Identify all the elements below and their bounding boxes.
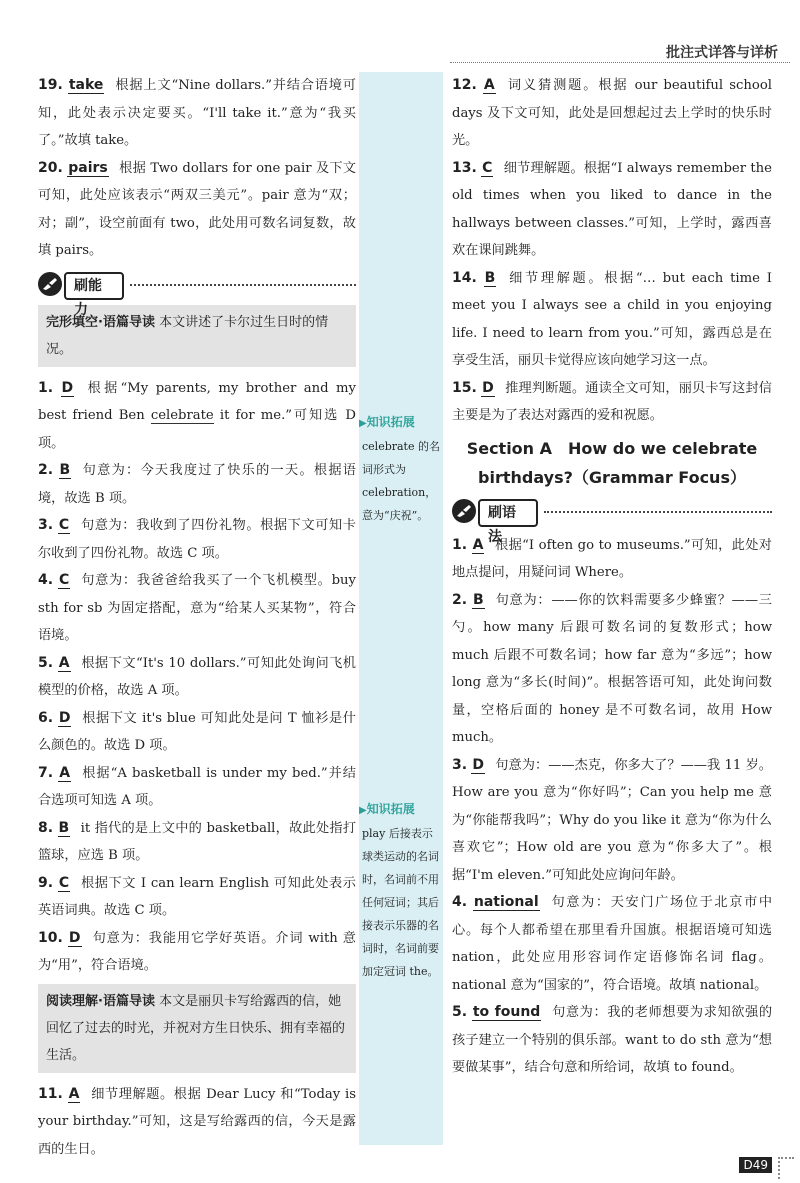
- tip-title: 知识拓展: [366, 415, 415, 429]
- item-answer: pairs: [68, 159, 108, 176]
- item-explanation: 细节理解题。根据“… but each time I meet you I always see a child in you enjoying life. I need to learn from you.”可知，露西总是在享受生活，丽贝卡觉得应该向她学习这一点。: [452, 270, 772, 368]
- section-label: 刷语法: [478, 499, 538, 527]
- answer-item-2: [38, 457, 356, 512]
- page-number: D49: [739, 1157, 772, 1173]
- item-explanation: 句意为：我爸爸给我买了一个飞机模型。buy sth for sb 为固定搭配，意为“给某人买某物”，符合语境。: [38, 573, 356, 643]
- section-nengli: [38, 271, 356, 318]
- answer-item-6: [38, 705, 356, 760]
- answer-item-8: [38, 815, 356, 870]
- item-answer: take: [68, 77, 104, 93]
- item-explanation: 根据“I often go to museums.”可知，此处对地点提问，用疑问词 Where。: [452, 537, 772, 580]
- item-answer: A: [483, 77, 495, 93]
- item-number: 5.: [38, 654, 54, 671]
- item-explanation: 根据下文“It's 10 dollars.”可知此处询问飞机模型的价格，故选 A 项。: [38, 655, 356, 698]
- item-explanation: 根据 Two dollars for one pair 及下文可知，此处应该表示“两双三美元”。pair 意为“双；对；副”，设空前面有 two，此处用可数名词复数，故填 pairs。: [38, 160, 356, 258]
- item-explanation: 句意为：我能用它学好英语。介词 with 意为“用”，符合语境。: [38, 930, 356, 973]
- underlined-word: celebrate: [150, 408, 214, 423]
- item-answer: B: [473, 591, 484, 608]
- item-answer: A: [68, 1085, 80, 1102]
- item-number: 4.: [38, 572, 54, 588]
- item-number: 2.: [452, 591, 468, 608]
- item-answer: D: [58, 709, 71, 726]
- item-answer: D: [61, 379, 74, 396]
- annotation-column: [359, 72, 443, 1145]
- passage-guide-reading: [38, 984, 356, 1073]
- item-explanation: 细节理解题。根据“I always remember the old times when you liked to dance in the hallways between classes.”可知，上学时，露西喜欢在课间跳舞。: [452, 160, 772, 258]
- answer-item-20: [38, 155, 356, 265]
- item-explanation: 根据下文 it's blue 可知此处是问 T 恤衫是什么颜色的。故选 D 项。: [38, 710, 356, 753]
- item-number: 3.: [452, 756, 468, 773]
- item-number: 3.: [38, 517, 54, 533]
- section-yufa: [452, 498, 772, 545]
- answer-item-11: [38, 1081, 356, 1164]
- item-explanation: 句意为：——你的饮料需要多少蜂蜜？——三勺。how many 后跟可数名词的复数形式；how much 后跟不可数名词；how far 意为“多远”；how long 意为“多长(时间)”。根据答语可知，此处询问数量，空格后面的 honey 是不可数名词，故用 How much。: [452, 592, 772, 745]
- knowledge-tip-2: [359, 798, 443, 983]
- section-badge: [452, 499, 538, 545]
- section-badge: [38, 272, 124, 318]
- item-number: 5.: [452, 1004, 468, 1020]
- knowledge-tip-1: [359, 411, 443, 527]
- section-a-line2: birthdays?（Grammar Focus）: [478, 467, 746, 487]
- brush-icon: [38, 272, 62, 296]
- item-answer: C: [58, 572, 70, 588]
- guide-title: 完形填空·语篇导读: [46, 314, 155, 330]
- item-answer: D: [68, 929, 81, 946]
- item-explanation: 根据“A basketball is under my bed.”并结合选项可知选 A 项。: [38, 765, 356, 808]
- header-rule: [450, 62, 790, 64]
- item-answer: D: [482, 379, 494, 396]
- item-number: 2.: [38, 462, 54, 478]
- corner-mark: [778, 1157, 794, 1179]
- item-number: 7.: [38, 764, 54, 781]
- answer-item-14: [452, 265, 772, 375]
- item-explanation: 句意为：——杰克，你多大了？——我 11 岁。How are you 意为“你好吗”；Can you help me 意为“你能帮我吗”；Why do you like it 意为“你为什么喜欢它”；How old are you 意为“你多大了”。根据“I'm eleven.”可知此处应询问年龄。: [452, 757, 772, 883]
- answer-item-12: [452, 72, 772, 155]
- item-explanation-pre: 根据“My parents, my brother and my best friend Ben: [38, 380, 356, 423]
- grammar-item-5: [452, 999, 772, 1082]
- left-column: [38, 72, 356, 1163]
- item-answer: national: [473, 894, 539, 910]
- dotted-divider: [130, 284, 356, 286]
- item-answer: D: [472, 756, 484, 773]
- section-a-heading: [452, 434, 772, 492]
- item-number: 11.: [38, 1085, 63, 1102]
- right-column: [452, 72, 772, 1082]
- tip-text: play 后接表示球类运动的名词时，名词前不用任何冠词；其后接表示乐器的名词时，名词前要加定冠词 the。: [362, 827, 439, 978]
- answer-item-7: [38, 760, 356, 815]
- item-answer: A: [59, 764, 71, 781]
- item-number: 8.: [38, 819, 54, 836]
- item-explanation: 根据上文“Nine dollars.”并结合语境可知，此处表示决定要买。“I'll take it.”意为“我买了。”故填 take。: [38, 78, 356, 148]
- item-answer: C: [58, 874, 70, 891]
- item-explanation: 词义猜测题。根据 our beautiful school days 及下文可知，此处是回想起过去上学时的快乐时光。: [452, 78, 772, 148]
- grammar-item-4: [452, 889, 772, 999]
- item-number: 13.: [452, 159, 477, 176]
- guide-text: 本文是丽贝卡写给露西的信，她回忆了过去的时光，并祝对方生日快乐、拥有幸福的生活。: [46, 993, 346, 1063]
- item-number: 15.: [452, 379, 477, 396]
- answer-item-4: [38, 567, 356, 650]
- answer-item-19: [38, 72, 356, 155]
- item-number: 12.: [452, 77, 477, 93]
- item-number: 10.: [38, 929, 63, 946]
- answer-item-13: [452, 155, 772, 265]
- item-answer: B: [484, 269, 496, 286]
- item-number: 20.: [38, 159, 63, 176]
- tip-title: 知识拓展: [366, 802, 415, 816]
- item-number: 1.: [38, 379, 54, 396]
- item-answer: B: [58, 819, 70, 836]
- arrow-icon: ▶: [359, 805, 367, 816]
- grammar-item-2: [452, 587, 772, 752]
- item-answer: A: [472, 536, 484, 553]
- item-explanation: 句意为：天安门广场位于北京市中心。每个人都希望在那里看升国旗。根据语境可知选 nation，此处应用形容词作定语修饰名词 flag。national 意为“国家的”，符合语境。故填 national。: [452, 895, 773, 993]
- item-number: 1.: [452, 536, 468, 553]
- guide-text: 本文讲述了卡尔过生日时的情况。: [46, 314, 329, 357]
- grammar-item-3: [452, 752, 772, 890]
- item-answer: C: [58, 517, 70, 533]
- item-explanation: 句意为：我收到了四份礼物。根据下文可知卡尔收到了四份礼物。故选 C 项。: [38, 518, 356, 561]
- answer-item-15: [452, 375, 772, 430]
- item-answer: A: [58, 654, 70, 671]
- answer-item-1: [38, 375, 356, 458]
- item-number: 6.: [38, 709, 54, 726]
- item-number: 14.: [452, 269, 477, 286]
- header-title: 批注式详答与详析: [666, 45, 778, 61]
- arrow-icon: ▶: [359, 418, 367, 429]
- answer-item-3: [38, 512, 356, 567]
- guide-title: 阅读理解·语篇导读: [46, 993, 155, 1009]
- item-explanation: it 指代的是上文中的 basketball，故此处指打篮球，应选 B 项。: [38, 820, 357, 863]
- item-number: 9.: [38, 874, 54, 891]
- answer-item-5: [38, 650, 356, 705]
- item-answer: B: [59, 462, 71, 478]
- dotted-divider: [544, 511, 772, 513]
- item-explanation: 细节理解题。根据 Dear Lucy 和“Today is your birthday.”可知，这是写给露西的信，今天是露西的生日。: [38, 1086, 356, 1157]
- item-explanation-post: it for me.”可知选 D 项。: [38, 408, 356, 451]
- item-explanation: 句意为：我的老师想要为求知欲强的孩子建立一个特别的俱乐部。want to do sth 意为“想要做某事”，结合句意和所给词，故填 to found。: [452, 1005, 773, 1075]
- item-answer: C: [482, 159, 493, 176]
- item-explanation: 根据下文 I can learn English 可知此处表示英语词典。故选 C 项。: [38, 875, 356, 918]
- item-number: 4.: [452, 894, 468, 910]
- item-answer: to found: [472, 1004, 541, 1020]
- section-a-line1: Section A How do we celebrate: [466, 438, 758, 458]
- answer-item-10: [38, 925, 356, 980]
- item-number: 19.: [38, 77, 63, 93]
- brush-icon: [452, 499, 476, 523]
- section-label: 刷能力: [64, 272, 124, 300]
- tip-text: celebrate 的名词形式为 celebration，意为“庆祝”。: [362, 440, 440, 522]
- item-explanation: 推理判断题。通读全文可知，丽贝卡写这封信主要是为了表达对露西的爱和祝愿。: [452, 380, 772, 423]
- item-explanation: 句意为：今天我度过了快乐的一天。根据语境，故选 B 项。: [38, 463, 356, 506]
- answer-item-9: [38, 870, 356, 925]
